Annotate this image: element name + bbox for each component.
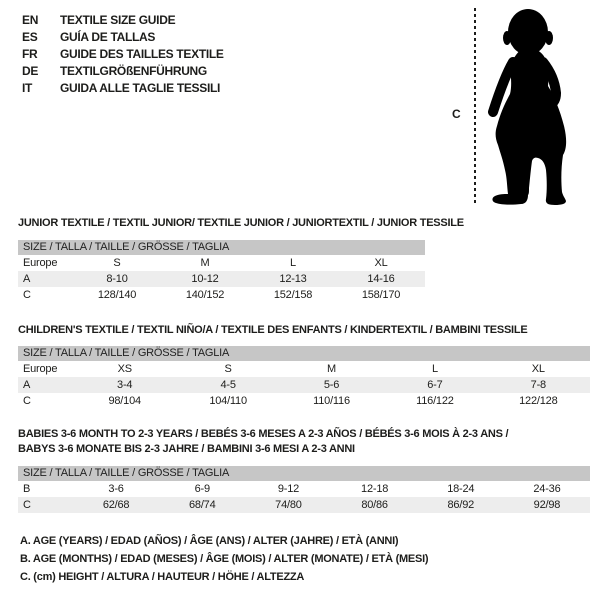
language-title: GUIDE DES TAILLES TEXTILE	[60, 47, 224, 61]
table-row-height	[18, 287, 425, 303]
table-cell: 140/152	[185, 289, 225, 301]
language-row-fr	[22, 46, 224, 63]
language-code: FR	[22, 47, 38, 61]
table-cell: 152/158	[273, 289, 313, 301]
table-cell: 3-6	[108, 483, 124, 495]
table-cell: 9-12	[277, 483, 300, 495]
row-label: C	[23, 499, 31, 511]
row-label: C	[23, 289, 31, 301]
table-cell: 158/170	[361, 289, 401, 301]
table-row-age	[18, 271, 425, 287]
section-title-babies-line2: BABYS 3-6 MONATE BIS 2-3 JAHRE / BAMBINI 3-6 MESI A 2-3 ANNI	[18, 443, 355, 455]
table-cell: 122/128	[519, 395, 558, 407]
row-label: A	[23, 273, 31, 285]
table-cell: 4-5	[220, 379, 236, 391]
table-cell: 116/122	[416, 395, 454, 407]
table-cell: 8-10	[106, 273, 128, 285]
section-title-babies-line1: BABIES 3-6 MONTH TO 2-3 YEARS / BEBÉS 3-6 MESES A 2-3 AÑOS / BÉBÉS 3-6 MOIS À 2-3 ANS /	[18, 428, 509, 440]
table-cell: S	[113, 257, 121, 269]
table-cell: 62/68	[102, 499, 130, 511]
language-code: IT	[22, 81, 33, 95]
table-cell: L	[290, 257, 296, 269]
junior-size-table	[18, 240, 425, 303]
table-cell: L	[431, 363, 438, 375]
row-label: C	[23, 395, 31, 407]
table-cell: 86/92	[447, 499, 475, 511]
table-cell: 12-18	[361, 483, 389, 495]
height-measure-line	[474, 8, 476, 205]
table-cell: 24-36	[533, 483, 561, 495]
language-row-it	[22, 80, 224, 97]
table-cell: 5-6	[323, 379, 340, 391]
language-code: ES	[22, 30, 38, 44]
note-age-years: A. AGE (YEARS) / EDAD (AÑOS) / ÂGE (ANS) / ALTER (JAHRE) / ETÀ (ANNI)	[20, 535, 399, 547]
babies-size-table	[18, 466, 590, 513]
note-height: C. (cm) HEIGHT / ALTURA / HAUTEUR / HÖHE / ALTEZZA	[20, 571, 305, 583]
table-cell: S	[224, 363, 232, 375]
section-title-children: CHILDREN'S TEXTILE / TEXTIL NIÑO/A / TEXTILE DES ENFANTS / KINDERTEXTIL / BAMBINI TESSILE	[18, 324, 528, 336]
table-row-height	[18, 393, 590, 409]
size-header-band: SIZE / TALLA / TAILLE / GRÖSSE / TAGLIA	[18, 240, 425, 255]
table-cell: XL	[531, 363, 545, 375]
language-row-en	[22, 12, 224, 29]
table-cell: 80/86	[361, 499, 388, 511]
table-row-height	[18, 497, 590, 513]
language-code: EN	[22, 13, 39, 27]
table-cell: M	[200, 257, 210, 269]
table-cell: 104/110	[209, 395, 247, 407]
table-row-months	[18, 481, 590, 497]
table-cell: 3-4	[117, 379, 133, 391]
size-header-band: SIZE / TALLA / TAILLE / GRÖSSE / TAGLIA	[18, 346, 590, 361]
table-cell: 14-16	[367, 273, 395, 285]
size-header-band: SIZE / TALLA / TAILLE / GRÖSSE / TAGLIA	[18, 466, 590, 481]
table-cell: 128/140	[97, 289, 137, 301]
language-title: GUIDA ALLE TAGLIE TESSILI	[60, 81, 221, 95]
table-cell: 7-8	[530, 379, 546, 391]
table-cell: 110/116	[313, 395, 350, 407]
table-cell: 98/104	[108, 395, 141, 407]
section-title-junior: JUNIOR TEXTILE / TEXTIL JUNIOR/ TEXTILE JUNIOR / JUNIORTEXTIL / JUNIOR TESSILE	[18, 217, 464, 229]
row-label: Europe	[23, 257, 58, 269]
language-title: TEXTILE SIZE GUIDE	[60, 13, 176, 27]
table-cell: M	[327, 363, 336, 375]
baby-silhouette-icon	[486, 2, 598, 207]
table-row-europe	[18, 255, 425, 271]
table-cell: XS	[117, 363, 132, 375]
language-title: GUÍA DE TALLAS	[60, 30, 156, 44]
table-row-age	[18, 377, 590, 393]
row-label: B	[23, 483, 31, 495]
table-cell: 6-7	[427, 379, 443, 391]
table-cell: 18-24	[447, 483, 475, 495]
language-title: TEXTILGRÖßENFÜHRUNG	[60, 64, 207, 78]
language-row-de	[22, 63, 224, 80]
row-label: A	[23, 379, 31, 391]
table-cell: 12-13	[279, 273, 307, 285]
height-measure-label: C	[452, 107, 461, 121]
row-label: Europe	[23, 363, 58, 375]
children-size-table	[18, 346, 590, 409]
note-age-months: B. AGE (MONTHS) / EDAD (MESES) / ÂGE (MOIS) / ALTER (MONATE) / ETÀ (MESI)	[20, 553, 429, 565]
language-list	[22, 12, 224, 97]
table-cell: 10-12	[191, 273, 219, 285]
table-row-europe	[18, 361, 590, 377]
table-cell: 68/74	[188, 499, 216, 511]
table-cell: 6-9	[194, 483, 210, 495]
language-row-es	[22, 29, 224, 46]
table-cell: 74/80	[275, 499, 302, 511]
table-cell: XL	[374, 257, 388, 269]
language-code: DE	[22, 64, 39, 78]
table-cell: 92/98	[533, 499, 561, 511]
